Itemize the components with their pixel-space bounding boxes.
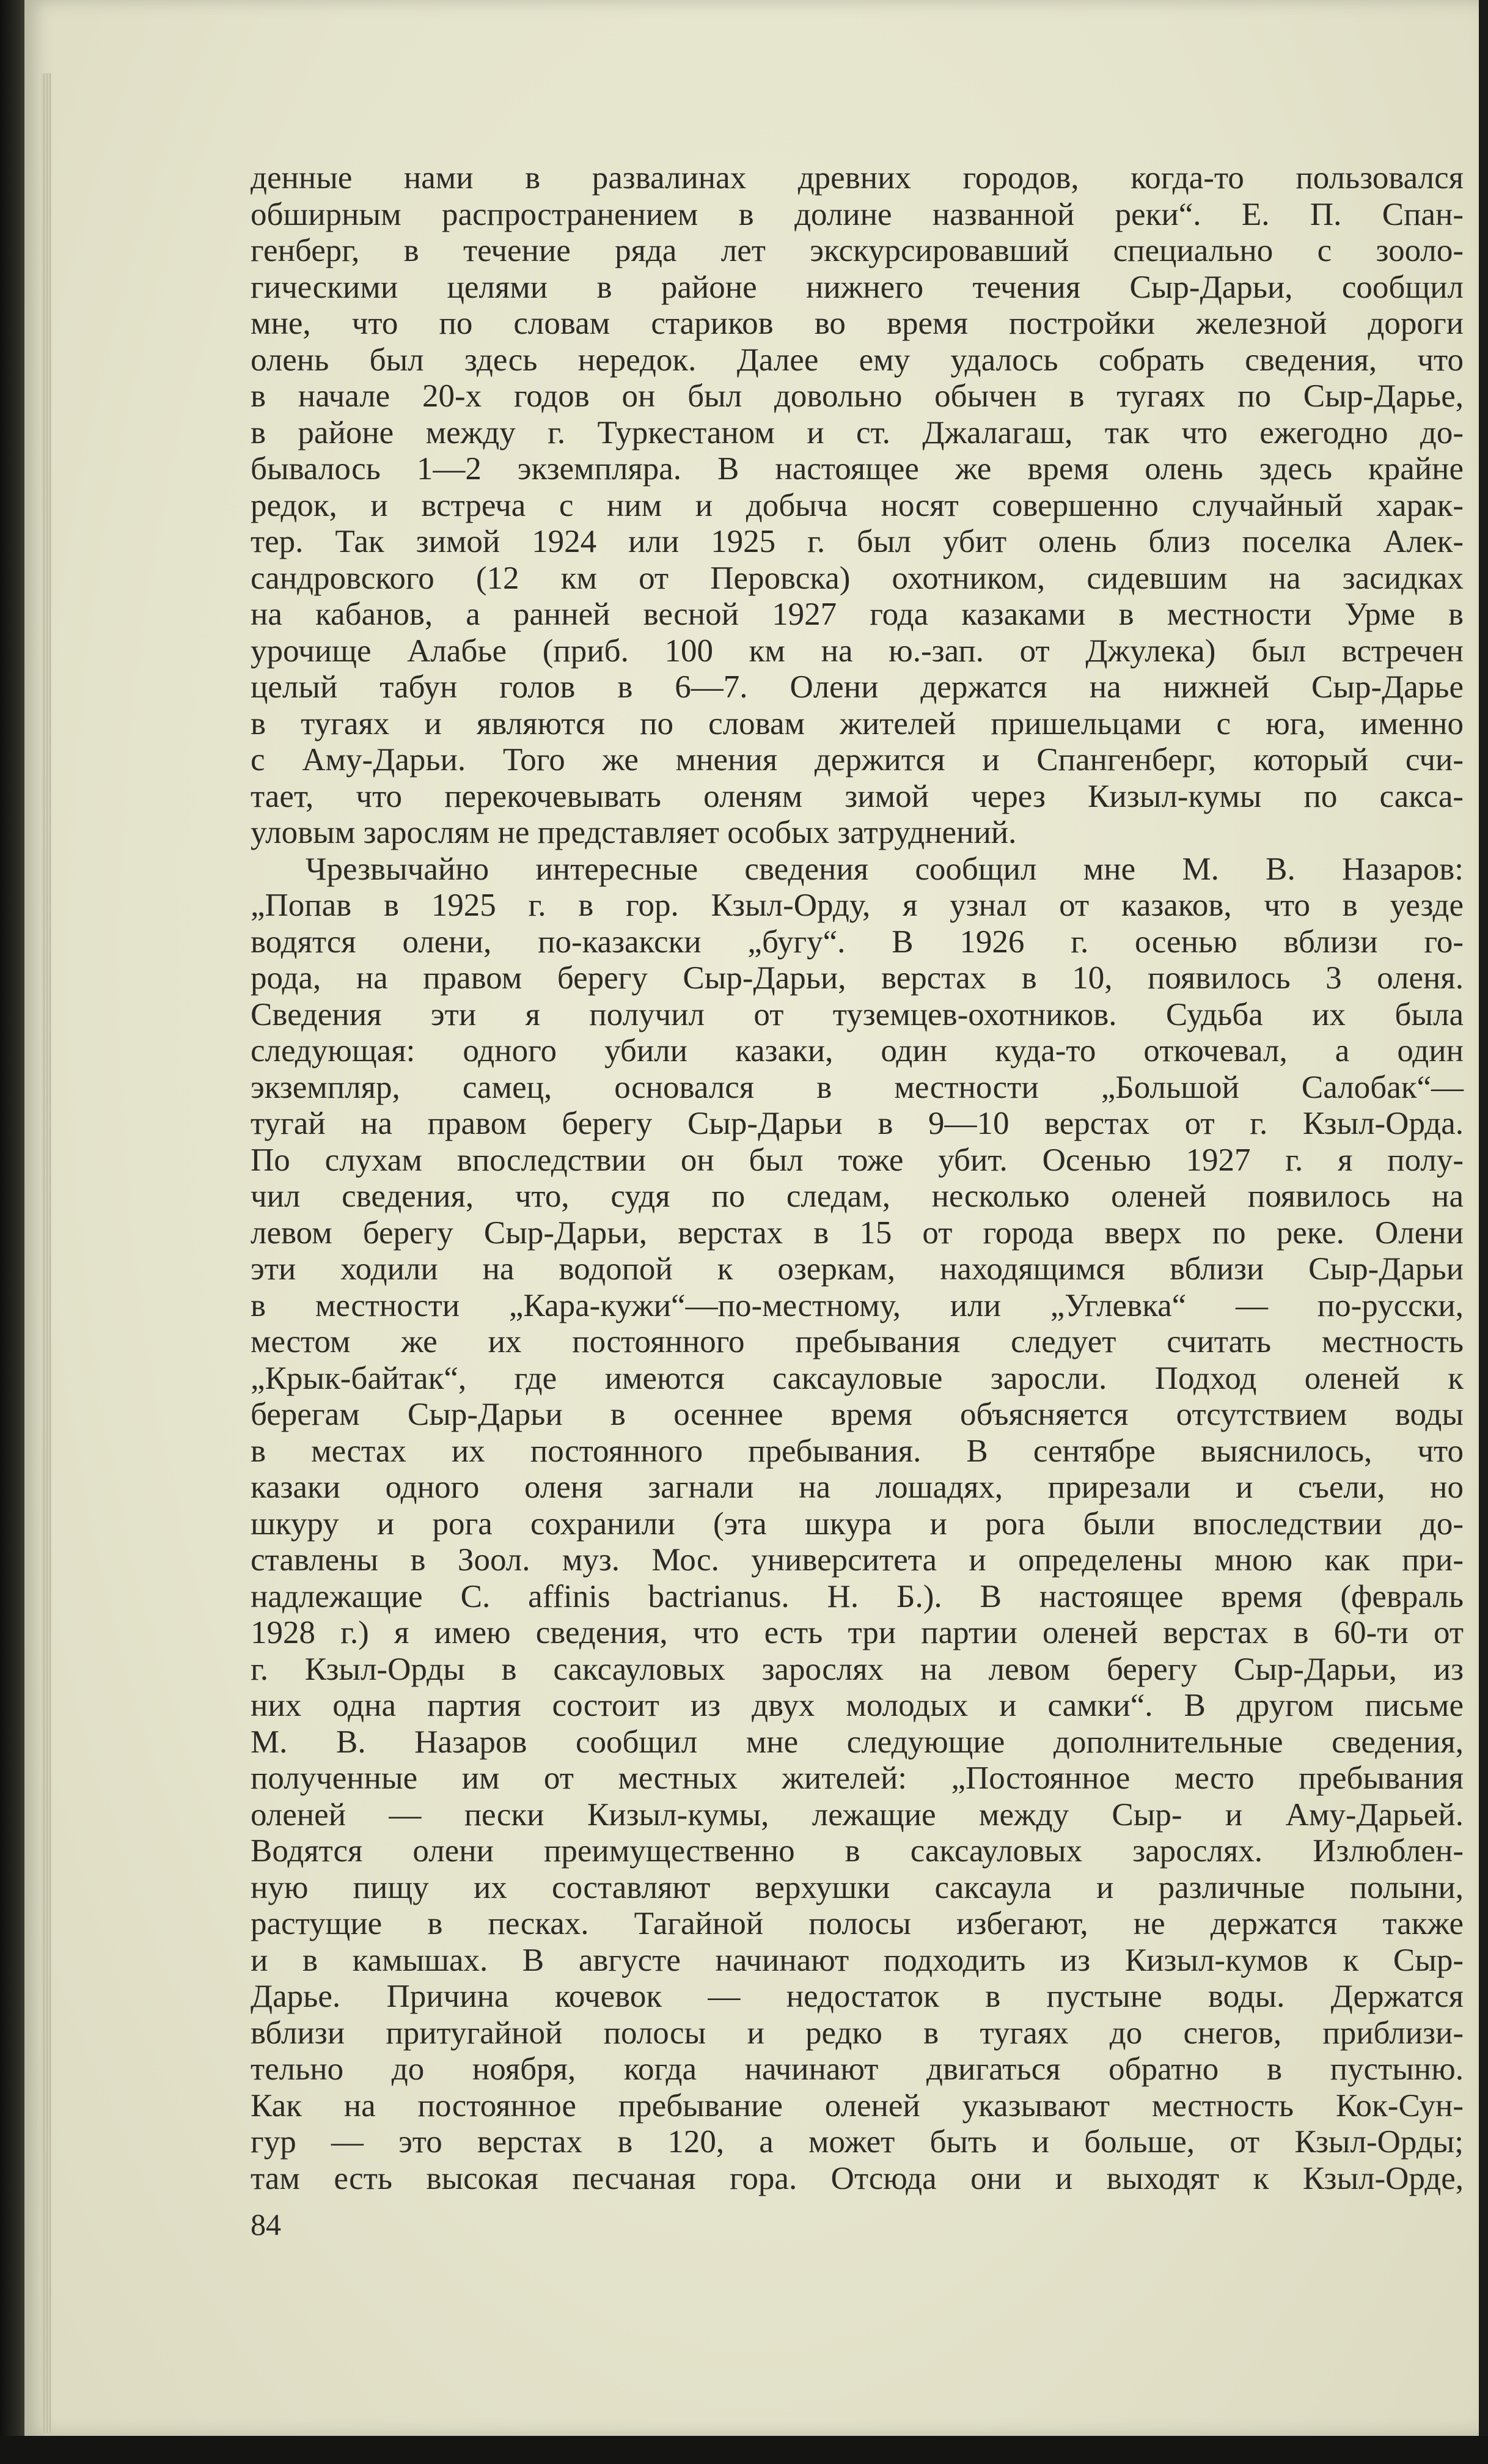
text-line: вблизи притугайной полосы и редко в тугаях до снегов, приблизи- — [251, 2015, 1464, 2051]
text-line: Дарье. Причина кочевок — недостаток в пустыне воды. Держатся — [251, 1979, 1464, 2014]
text-line: местом же их постоянного пребывания следует считать местность — [251, 1324, 1464, 1359]
text-line: бывалось 1—2 экземпляра. В настоящее же время олень здесь крайне — [251, 451, 1464, 487]
text-line: них одна партия состоит из двух молодых и самки“. В другом письме — [251, 1688, 1464, 1723]
text-line: ставлены в Зоол. муз. Мос. университета и определены мною как при- — [251, 1542, 1464, 1578]
text-line: гур — это верстах в 120, а может быть и больше, от Кзыл-Орды; — [251, 2124, 1464, 2160]
text-line: ную пищу их составляют верхушки саксаула и различные полыни, — [251, 1869, 1464, 1905]
text-line: гическими целями в районе нижнего течения Сыр-Дарьи, сообщил — [251, 269, 1464, 305]
paragraph — [251, 160, 1464, 851]
text-line: урочище Алабье (приб. 100 км на ю.-зап. от Джулека) был встречен — [251, 633, 1464, 669]
text-line: с Аму-Дарьи. Того же мнения держится и Спангенберг, который счи- — [251, 742, 1464, 778]
text-line: водятся олени, по-казакски „бугу“. В 1926 г. осенью вблизи го- — [251, 924, 1464, 960]
text-line: тугай на правом берегу Сыр-Дарьи в 9—10 верстах от г. Кзыл-Орда. — [251, 1106, 1464, 1141]
text-line: „Попав в 1925 г. в гор. Кзыл-Орду, я узнал от казаков, что в уезде — [251, 888, 1464, 923]
text-line: в местах их постоянного пребывания. В сентябре выяснилось, что — [251, 1433, 1464, 1469]
text-line: денные нами в развалинах древних городов, когда-то пользовался — [251, 160, 1464, 196]
text-line: олень был здесь нередок. Далее ему удалось собрать сведения, что — [251, 342, 1464, 378]
text-line: экземпляр, самец, основался в местности „Большой Салобак“— — [251, 1069, 1464, 1105]
text-line: полученные им от местных жителей: „Постоянное место пребывания — [251, 1760, 1464, 1796]
book-spine-edge — [0, 0, 24, 2464]
text-line: и в камышах. В августе начинают подходить из Кизыл-кумов к Сыр- — [251, 1942, 1464, 1978]
text-line: рода, на правом берегу Сыр-Дарьи, верстах в 10, появилось 3 оленя. — [251, 960, 1464, 996]
page-number: 84 — [251, 2207, 281, 2242]
text-line: обширным распространением в долине названной реки“. Е. П. Спан- — [251, 196, 1464, 232]
text-line: целый табун голов в 6—7. Олени держатся на нижней Сыр-Дарье — [251, 669, 1464, 705]
text-line: оленей — пески Кизыл-кумы, лежащие между Сыр- и Аму-Дарьей. — [251, 1797, 1464, 1833]
text-line: берегам Сыр-Дарьи в осеннее время объясняется отсутствием воды — [251, 1397, 1464, 1432]
text-line: Чрезвычайно интересные сведения сообщил мне М. В. Назаров: — [306, 851, 1464, 887]
text-line: Как на постоянное пребывание оленей указывают местность Кок-Сун- — [251, 2087, 1464, 2124]
text-line: мне, что по словам стариков во время постройки железной дороги — [251, 306, 1464, 341]
text-line: в районе между г. Туркестаном и ст. Джалагаш, так что ежегодно до- — [251, 414, 1464, 451]
paragraph — [251, 851, 1464, 2197]
text-line: чил сведения, что, судя по следам, несколько оленей появилось на — [251, 1179, 1464, 1214]
text-line: М. В. Назаров сообщил мне следующие дополнительные сведения, — [251, 1724, 1464, 1760]
text-line: там есть высокая песчаная гора. Отсюда они и выходят к Кзыл-Орде, — [251, 2160, 1464, 2196]
text-line: шкуру и рога сохранили (эта шкура и рога были впоследствии до- — [251, 1506, 1464, 1542]
text-line: тельно до ноября, когда начинают двигаться обратно в пустыню. — [251, 2051, 1464, 2087]
text-line: тер. Так зимой 1924 или 1925 г. был убит олень близ поселка Алек- — [251, 524, 1464, 559]
text-line: тает, что перекочевывать оленям зимой через Кизыл-кумы по сакса- — [251, 778, 1464, 814]
text-line: „Крык-байтак“, где имеются саксауловые заросли. Подход оленей к — [251, 1360, 1464, 1396]
text-line: казаки одного оленя загнали на лошадях, прирезали и съели, но — [251, 1469, 1464, 1505]
text-line: 1928 г.) я имею сведения, что есть три партии оленей верстах в 60-ти от — [251, 1615, 1464, 1650]
text-line: в местности „Кара-кужи“—по-местному, или „Углевка“ — по-русски, — [251, 1287, 1464, 1323]
text-line: в тугаях и являются по словам жителей пришельцами с юга, именно — [251, 705, 1464, 741]
text-line: редок, и встреча с ним и добыча носят совершенно случайный харак- — [251, 487, 1464, 523]
bottom-shadow — [0, 2436, 1488, 2464]
text-line: генберг, в течение ряда лет экскурсировавший специально с зооло- — [251, 233, 1464, 268]
body-text — [251, 160, 1464, 2197]
text-line: г. Кзыл-Орды в саксауловых зарослях на левом берегу Сыр-Дарьи, из — [251, 1651, 1464, 1687]
page-stack-edge — [42, 73, 51, 2433]
text-line: надлежащие C. affinis bactrianus. Н. Б.). В настоящее время (февраль — [251, 1578, 1464, 1614]
text-line: в начале 20-х годов он был довольно обычен в тугаях по Сыр-Дарье, — [251, 378, 1464, 414]
text-line: растущие в песках. Тагайной полосы избегают, не держатся также — [251, 1906, 1464, 1941]
text-line: сандровского (12 км от Перовска) охотником, сидевшим на засидках — [251, 560, 1464, 596]
text-line: Сведения эти я получил от туземцев-охотников. Судьба их была — [251, 996, 1464, 1032]
text-line: уловым зарослям не представляет особых затруднений. — [251, 815, 1017, 850]
text-line: следующая: одного убили казаки, один куда-то откочевал, а один — [251, 1033, 1464, 1068]
text-line: По слухам впоследствии он был тоже убит. Осенью 1927 г. я полу- — [251, 1142, 1464, 1178]
text-line: эти ходили на водопой к озеркам, находящимся вблизи Сыр-Дарьи — [251, 1251, 1464, 1287]
text-line: левом берегу Сыр-Дарьи, верстах в 15 от города вверх по реке. Олени — [251, 1215, 1464, 1251]
text-line: на кабанов, а ранней весной 1927 года казаками в местности Урме в — [251, 597, 1464, 632]
text-line: Водятся олени преимущественно в саксауловых зарослях. Излюблен- — [251, 1833, 1464, 1869]
